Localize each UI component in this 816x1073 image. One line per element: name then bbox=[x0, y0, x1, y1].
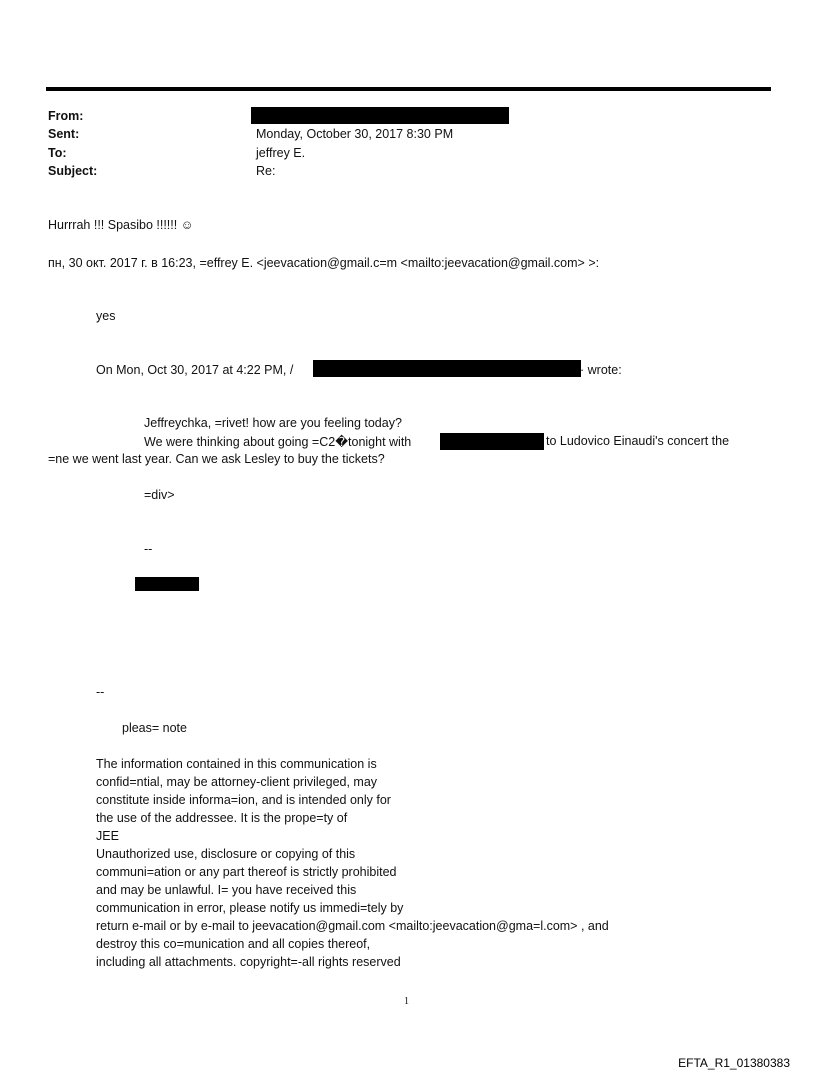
message-line-2a: We were thinking about going =C2�tonight with bbox=[144, 435, 412, 449]
document-id: EFTA_R1_01380383 bbox=[678, 1056, 790, 1070]
message-line-2b: to Ludovico Einaudi's concert the bbox=[546, 434, 730, 448]
header-rule bbox=[46, 87, 771, 91]
signature-dash-2: -- bbox=[96, 685, 105, 699]
to-value: jeffrey E. bbox=[256, 146, 306, 160]
disclaimer-line: and may be unlawful. I= you have received this bbox=[96, 883, 357, 897]
greeting-text: Hurrrah !!! Spasibo !!!!!! ☺ bbox=[48, 218, 194, 232]
disclaimer-line: including all attachments. copyright=-all rights reserved bbox=[96, 955, 401, 969]
reply-yes: yes bbox=[96, 309, 116, 323]
page-number: 1 bbox=[404, 996, 409, 1007]
div-artifact: =div> bbox=[144, 488, 175, 502]
disclaimer-line: destroy this co=munication and all copies thereof, bbox=[96, 937, 371, 951]
disclaimer-line: confid=ntial, may be attorney-client privileged, may bbox=[96, 775, 378, 789]
disclaimer-line: The information contained in this communication is bbox=[96, 757, 377, 771]
redacted-sender-name bbox=[313, 360, 581, 377]
sent-value: Monday, October 30, 2017 8:30 PM bbox=[256, 127, 454, 141]
on-mon-prefix: On Mon, Oct 30, 2017 at 4:22 PM, / bbox=[96, 363, 294, 377]
disclaimer-line: Unauthorized use, disclosure or copying of this bbox=[96, 847, 356, 861]
to-label: To: bbox=[48, 146, 67, 160]
from-label: From: bbox=[48, 109, 84, 123]
disclaimer-line: communication in error, please notify us immedi=tely by bbox=[96, 901, 404, 915]
disclaimer-line: the use of the addressee. It is the prope=ty of bbox=[96, 811, 348, 825]
sent-label: Sent: bbox=[48, 127, 80, 141]
please-note: pleas= note bbox=[122, 721, 187, 735]
message-line-3: =ne we went last year. Can we ask Lesley to buy the tickets? bbox=[48, 452, 385, 466]
redacted-signature bbox=[135, 577, 199, 591]
disclaimer-line: return e-mail or by e-mail to jeevacation@gmail.com <mailto:jeevacation@gma=l.com> , and bbox=[96, 919, 609, 933]
message-line-1: Jeffreychka, =rivet! how are you feeling today? bbox=[144, 416, 402, 430]
on-mon-suffix: · wrote: bbox=[580, 363, 622, 377]
disclaimer-line: constitute inside informa=ion, and is intended only for bbox=[96, 793, 391, 807]
signature-dash: -- bbox=[144, 542, 153, 556]
quote-intro: пн, 30 окт. 2017 г. в 16:23, =effrey E. <jeevacation@gmail.c=m <mailto:jeevacation@gmail.com> >: bbox=[48, 256, 600, 270]
subject-label: Subject: bbox=[48, 164, 98, 178]
disclaimer-line: JEE bbox=[96, 829, 119, 843]
redacted-from-value bbox=[251, 107, 509, 124]
redacted-companion-name bbox=[440, 433, 544, 450]
disclaimer-line: communi=ation or any part thereof is strictly prohibited bbox=[96, 865, 397, 879]
subject-value: Re: bbox=[256, 164, 276, 178]
